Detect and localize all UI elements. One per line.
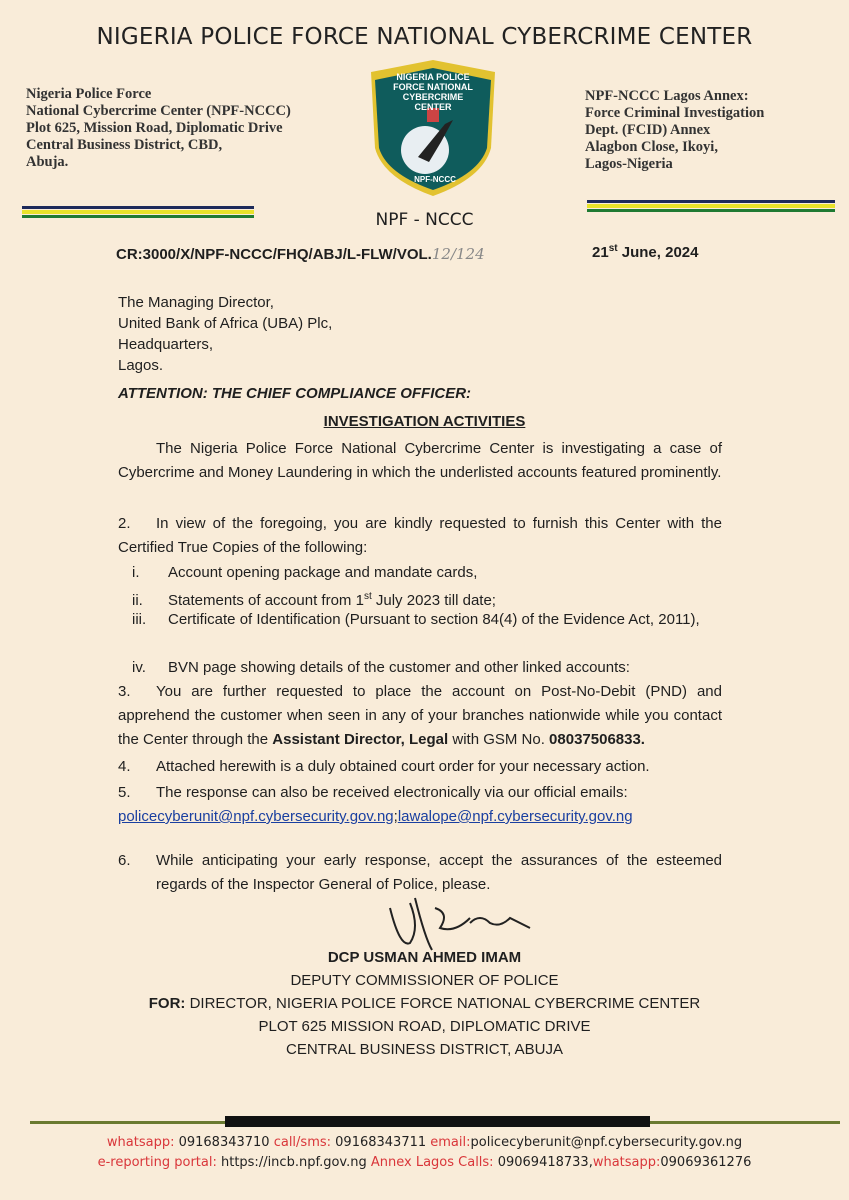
footer-rule-bar (225, 1116, 650, 1127)
reference-text: CR:3000/X/NPF-NCCC/FHQ/ABJ/L-FLW/VOL. (116, 246, 432, 263)
item-text: BVN page showing details of the customer and other linked accounts: (168, 659, 630, 676)
paragraph-number: 6. (118, 852, 131, 869)
address-line: Lagos-Nigeria (585, 156, 673, 172)
item-text: Account opening package and mandate cards, (168, 564, 478, 581)
footer-label: whatsapp: (592, 1155, 661, 1170)
item-sup: st (363, 591, 372, 602)
list-item (132, 561, 722, 585)
footer-label: whatsapp: (106, 1135, 175, 1150)
email-link-lawalope[interactable]: lawalope@npf.cybersecurity.gov.ng (397, 808, 633, 825)
paragraph-text: While anticipating your early response, accept the assurances of the esteemed regards of the Inspector General of Police, please. (156, 852, 722, 893)
list-item (132, 608, 722, 632)
for-text: DIRECTOR, NIGERIA POLICE FORCE NATIONAL CYBERCRIME CENTER (185, 995, 701, 1012)
paragraph-text: You are further requested to place the account on Post-No-Debit (PND) and apprehend the customer when seen in any of your branches nationwide while you contact the Center through the (118, 683, 722, 748)
item-text: July 2023 till date; (371, 592, 496, 609)
paragraph-2 (118, 512, 722, 560)
address-line: Central Business District, CBD, (26, 137, 223, 153)
signatory-address: CENTRAL BUSINESS DISTRICT, ABUJA (285, 1041, 563, 1058)
footer-value: 09168343710 (174, 1135, 274, 1150)
logo-text-top: NIGERIA POLICE FORCE NATIONAL CYBERCRIME CENTER (393, 72, 473, 112)
paragraph-number: 3. (118, 683, 131, 700)
addressee-line: Lagos. (118, 357, 164, 374)
separator: ; (393, 808, 398, 825)
footer-email[interactable]: policecyberunit@npf.cybersecurity.gov.ng (470, 1135, 743, 1150)
address-line: Dept. (FCID) Annex (585, 122, 711, 138)
address-line: Alagbon Close, Ikoyi, (585, 139, 718, 155)
item-number: iii. (132, 611, 147, 628)
footer-label: Annex Lagos Calls: (370, 1155, 494, 1170)
item-number: i. (132, 564, 140, 581)
date-rest: June, 2024 (617, 244, 699, 261)
reference-number (116, 245, 485, 263)
item-number: iv. (132, 659, 146, 676)
for-label: FOR: (148, 995, 186, 1012)
paragraph-text: with GSM No. (448, 731, 550, 748)
address-line: National Cybercrime Center (NPF-NCCC) (26, 103, 291, 119)
footer-value: 09069361276 (660, 1155, 752, 1170)
left-address (26, 86, 291, 171)
right-address (585, 88, 764, 173)
npf-nccc-shield-logo (363, 58, 503, 198)
paragraph-text: Attached herewith is a duly obtained court order for your necessary action. (156, 758, 650, 775)
address-line: Force Criminal Investigation (585, 105, 765, 121)
paragraph-4 (118, 755, 722, 779)
signatory-address: PLOT 625 MISSION ROAD, DIPLOMATIC DRIVE (258, 1018, 591, 1035)
date-day: 21 (592, 244, 609, 261)
paragraph-number: 2. (118, 515, 131, 532)
address-line: Abuja. (26, 154, 69, 170)
list-item (132, 656, 722, 680)
footer-value: 09168343711 (331, 1135, 431, 1150)
paragraph-number: 5. (118, 784, 131, 801)
email-link-policecyberunit[interactable]: policecyberunit@npf.cybersecurity.gov.ng (118, 808, 394, 825)
contact-phone: 08037506833. (549, 731, 645, 748)
footer-portal-link[interactable]: https://incb.npf.gov.ng (216, 1155, 371, 1170)
section-heading: INVESTIGATION ACTIVITIES (323, 413, 526, 430)
addressee-line: The Managing Director, (118, 294, 274, 311)
paragraph-3 (118, 680, 722, 752)
item-text: Statements of account from 1 (168, 592, 364, 609)
letter-date (592, 243, 698, 261)
address-line: Plot 625, Mission Road, Diplomatic Drive (26, 120, 283, 136)
signatory-name: DCP USMAN AHMED IMAM (327, 949, 522, 966)
date-suffix: st (608, 243, 618, 254)
footer-label: call/sms: (273, 1135, 332, 1150)
addressee-block (118, 292, 332, 376)
reference-handwritten: 12/124 (431, 245, 485, 263)
letterhead-subtitle: NPF - NCCC (375, 210, 474, 230)
footer-label: e-reporting portal: (97, 1155, 217, 1170)
item-number: ii. (132, 592, 143, 609)
address-line: NPF-NCCC Lagos Annex: (585, 88, 749, 104)
signature-block (0, 946, 849, 1061)
attention-line: ATTENTION: THE CHIEF COMPLIANCE OFFICER: (118, 385, 472, 402)
logo-text-bottom: NPF-NCCC (414, 175, 456, 184)
paragraph-number: 4. (118, 758, 131, 775)
paragraph-1: The Nigeria Police Force National Cybercrime Center is investigating a case of Cybercrime and Money Laundering in which the underlisted accounts featured prominently. (118, 440, 722, 481)
contact-title: Assistant Director, Legal (272, 731, 449, 748)
paragraph-5 (118, 781, 722, 829)
addressee-line: United Bank of Africa (UBA) Plc, (118, 315, 333, 332)
address-line: Nigeria Police Force (26, 86, 152, 102)
paragraph-text: The response can also be received electronically via our official emails: (156, 784, 628, 801)
footer-value: 09069418733, (493, 1155, 593, 1170)
paragraph-text: In view of the foregoing, you are kindly requested to furnish this Center with the Certified True Copies of the following: (118, 515, 722, 556)
letterhead-title: NIGERIA POLICE FORCE NATIONAL CYBERCRIME CENTER (96, 24, 753, 50)
footer-label: email: (430, 1135, 471, 1150)
signatory-rank: DEPUTY COMMISSIONER OF POLICE (290, 972, 559, 989)
item-text: Certificate of Identification (Pursuant to section 84(4) of the Evidence Act, 2011), (168, 611, 700, 628)
addressee-line: Headquarters, (118, 336, 214, 353)
footer-contacts (0, 1133, 849, 1173)
